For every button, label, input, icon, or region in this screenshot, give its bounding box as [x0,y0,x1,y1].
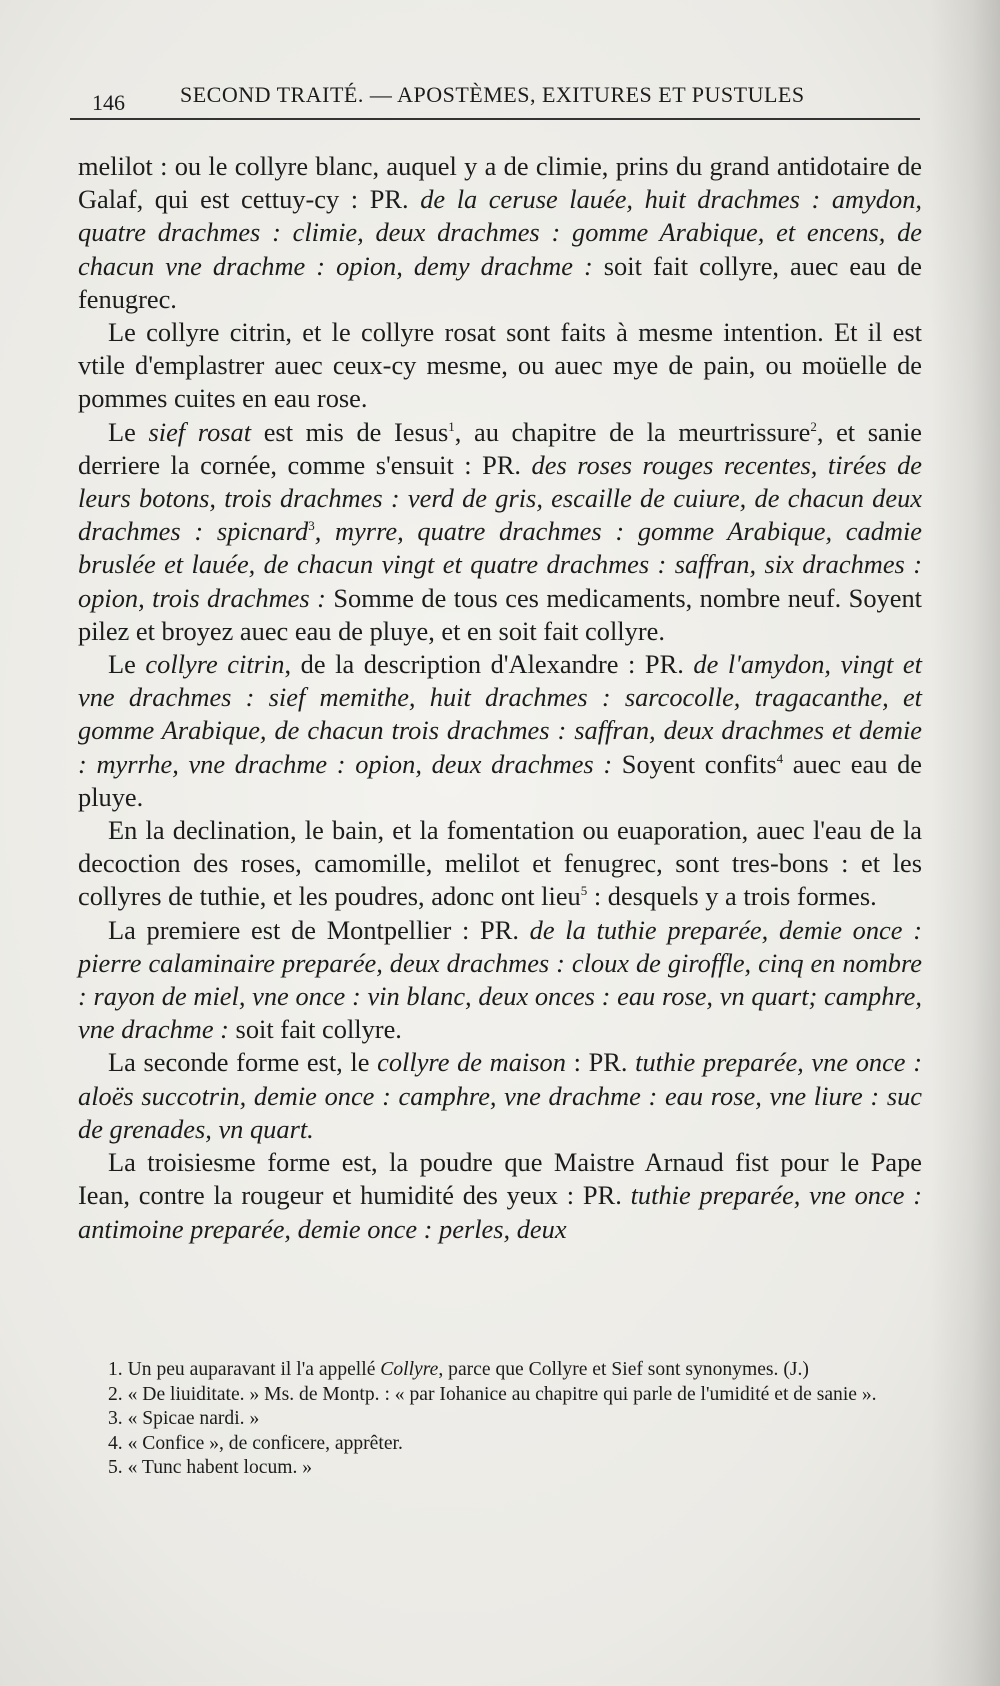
footnote-1: 1. Un peu auparavant il l'a appellé Collyre, parce que Collyre et Sief sont synonymes. (J.) [108,1359,809,1380]
footnote-ref-3: 3 [308,518,315,534]
paragraph-7: La seconde forme est, le collyre de maison : PR. tuthie preparée, vne once : aloës succotrin, demie once : camphre, vne drachme : eau rose, vne liure : suc de grenades, vn quart. [78,1047,922,1144]
footnote-5: 5. « Tunc habent locum. » [108,1457,313,1478]
running-header [70,78,920,120]
page-number: 146 [92,90,125,115]
paragraph-1: melilot : ou le collyre blanc, auquel y a de climie, prins du grand antidotaire de Galaf, qui est cettuy-cy : PR. de la ceruse lauée, huit drachmes : amydon, quatre drachmes : climie, deux drachmes : gomme Arabique, et encens, de chacun vne drachme : opion, demy drachme : soit fait collyre, auec eau de fenugrec. [78,151,922,314]
paragraph-4: Le collyre citrin, de la description d'Alexandre : PR. de l'amydon, vingt et vne drachmes : sief memithe, huit drachmes : sarcocolle, tragacanthe, et gomme Arabique, de chacun trois drachmes : saffran, deux drachmes et demie : myrrhe, vne drachme : opion, deux drachmes : Soyent confits$^4$ auec eau de pluye. [78,649,922,812]
paragraph-6: La premiere est de Montpellier : PR. de la tuthie preparée, demie once : pierre calaminaire preparée, deux drachmes : cloux de giroffle, cinq en nombre : rayon de miel, vne once : vin blanc, deux onces : eau rose, vn quart; camphre, vne drachme : soit fait collyre. [78,914,922,1045]
paragraph-3: Le sief rosat est mis de Iesus$^1$, au chapitre de la meurtrissure$^2$, et sanie derriere la cornée, comme s'ensuit : PR. des roses rouges recentes, tirées de leurs botons, trois drachmes : verd de gris, escaille de cuiure, de chacun deux drachmes : spicnard$^3$, myrre, quatre drachmes : gomme Arabique, cadmie bruslée et lauée, de chacun vingt et quatre drachmes : saffran, six drachmes : opion, trois drachmes : Somme de tous ces medicaments, nombre neuf. Soyent pilez et broyez auec eau de pluye, et en soit fait collyre. [78,416,923,646]
footnote-ref-4: 4 [776,750,784,766]
footnote-2: 2. « De liuiditate. » Ms. de Montp. : « par Iohanice au chapitre qui parle de l'umidité et de sanie ». [108,1383,877,1405]
paragraph-8: La troisiesme forme est, la poudre que Maistre Arnaud fist pour le Pape Iean, contre la rougeur et humidité des yeux : PR. tuthie preparée, vne once : antimoine preparée, demie once : perles, deux [78,1147,922,1244]
footnote-ref-2: 2 [810,418,817,434]
footnote-4: 4. « Confice », de conficere, apprêter. [108,1432,403,1454]
paragraph-5: En la declination, le bain, et la fomentation ou euaporation, auec l'eau de la decoction des roses, camomille, melilot et fenugrec, sont tres-bons : et les collyres de tuthie, et les poudres, adonc ont lieu$^5$ : desquels y a trois formes. [78,815,922,912]
main-text [78,150,922,1246]
running-title: SECOND TRAITÉ. — APOSTÈMES, EXITURES ET PUSTULES [180,82,805,107]
paragraph-2: Le collyre citrin, et le collyre rosat sont faits à mesme intention. Et il est vtile d'emplastrer auec ceux-cy mesme, ou auec mye de pain, ou moüelle de pommes cuites en eau rose. [78,317,922,414]
footnotes [78,1358,922,1481]
footnote-ref-5: 5 [580,883,588,899]
footnote-3: 3. « Spicae nardi. » [108,1408,260,1429]
footnote-ref-1: 1 [448,418,455,434]
